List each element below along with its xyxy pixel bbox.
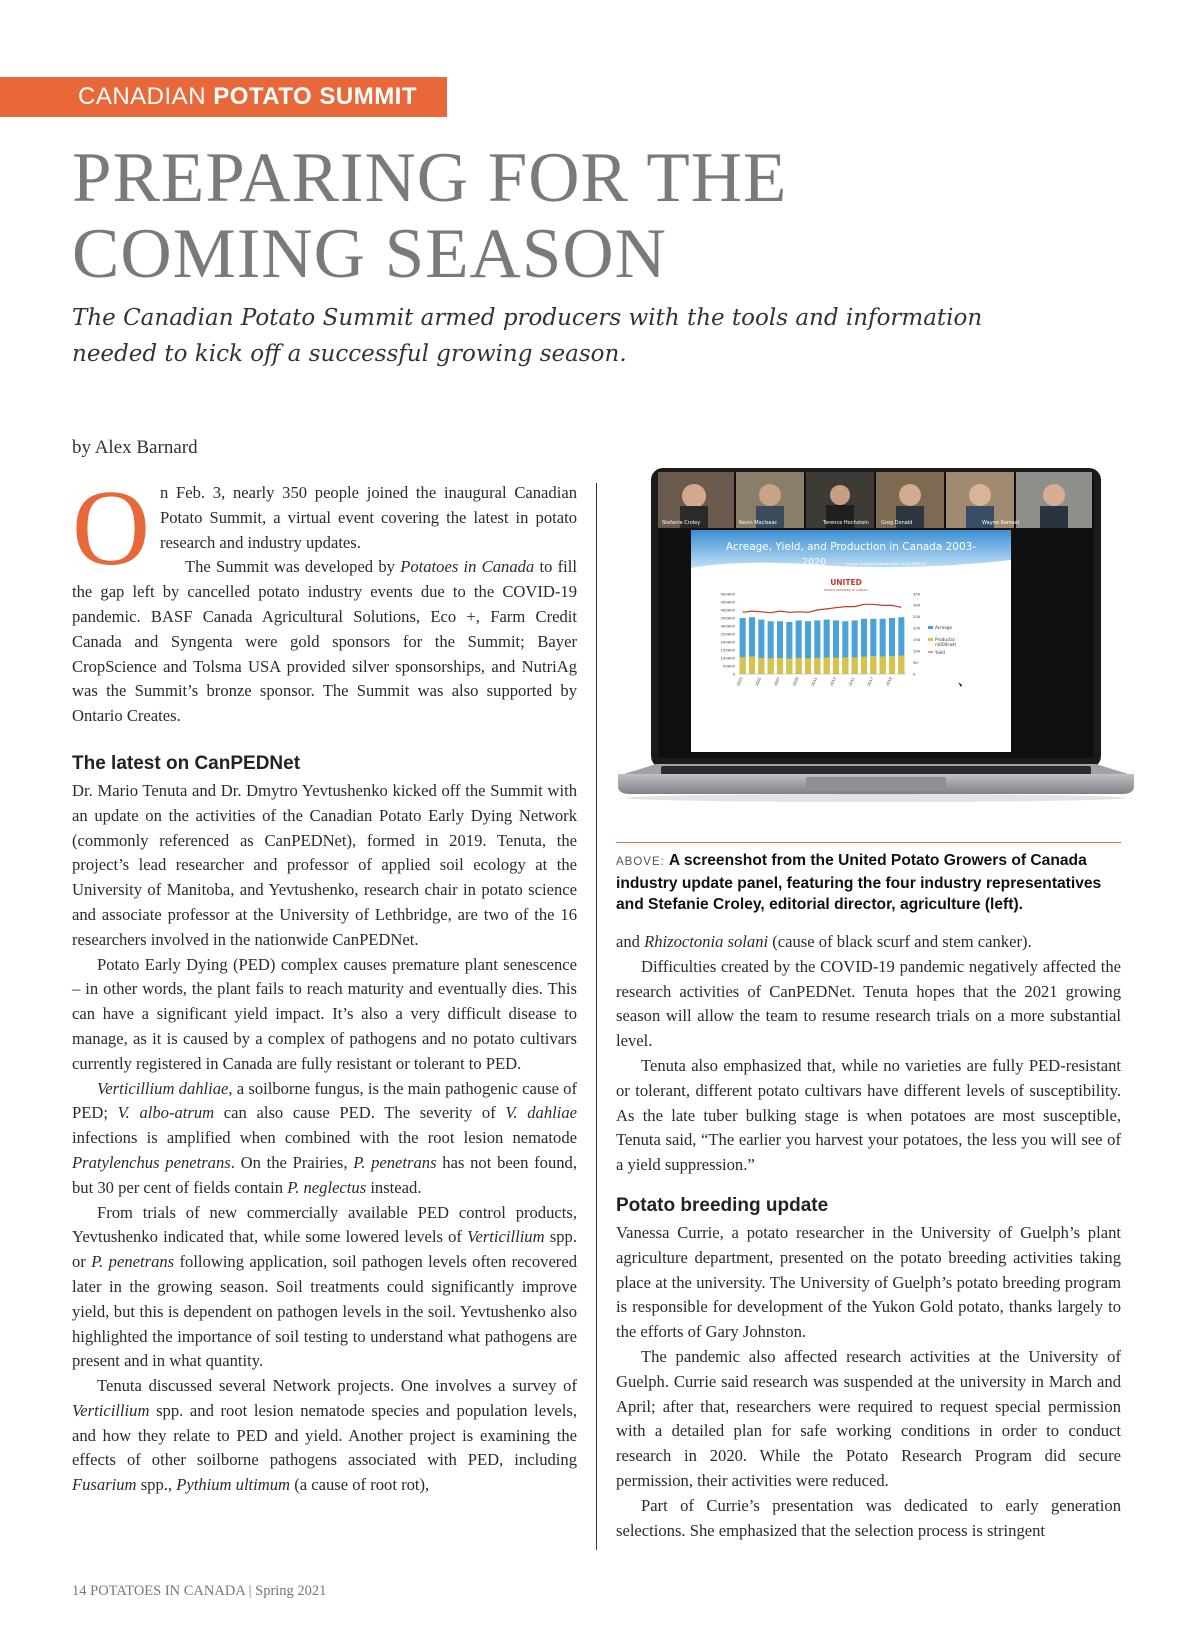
text: (cause of black scurf and stem canker). <box>768 932 1032 951</box>
subhead-canpednet: The latest on CanPEDNet <box>72 752 301 774</box>
y-tick-right: 350 <box>913 591 921 597</box>
paragraph: Difficulties created by the COVID-19 pandemic negatively affected the research activities of CanPEDNet. Tenuta hopes that the 2021 growing season will allow the team to resume research trials on a more substantial level. <box>616 956 1121 1051</box>
legend-acreage: Acreage <box>935 625 953 630</box>
text: , a soilborne fungus, is the main pathogenic cause of PED; <box>72 1078 577 1123</box>
section-label-light: CANADIAN <box>78 83 214 110</box>
x-tick-label: 2011 <box>810 676 819 687</box>
left-column <box>72 469 578 1498</box>
text: to fill the gap left by cancelled potato industry events due to the COVID-19 pandemic. BASF Canada Agricultural Solutions, Eco +, Farm Credit Canada and Syngenta were gold sponsors for the Summit; Bayer CropScience and Tolsma USA provided silver sponsorships, and NutriAg was the Summit’s bronze sponsor. The Summit was also supported by Ontario Creates. <box>72 557 577 726</box>
text: spp. and root lesion nematode species and population levels, and how they relate to PED and yield. Another project is examining the effects of other soilborne pathogens associated with PED, including <box>72 1400 577 1470</box>
species-name: Verticillium <box>467 1227 545 1247</box>
legend-swatch-production <box>928 638 933 641</box>
y-tick-right: 150 <box>913 637 921 643</box>
page-footer: 14 POTATOES IN CANADA | Spring 2021 <box>72 1583 327 1599</box>
y-tick-left: 100000 <box>720 655 735 661</box>
x-tick-label: 2003 <box>736 676 744 687</box>
legend-yield: Yield <box>935 650 945 655</box>
right-column <box>616 930 1121 1543</box>
participant-name: Wayne Ramsel <box>982 520 1019 526</box>
participant-name: Kevin MacIsaac <box>739 520 778 526</box>
headline-line-2: COMING SEASON <box>72 215 667 293</box>
headline <box>72 140 972 292</box>
bar-production <box>758 658 764 674</box>
headline-line-1: PREPARING FOR THE <box>72 139 788 217</box>
text: From trials of new commercially available PED control products, Yevtushenko indicated that, while some lowered levels of <box>72 1202 577 1247</box>
trackpad <box>806 777 946 791</box>
text: can also cause PED. The severity of <box>214 1103 506 1123</box>
y-tick-left: 500000 <box>720 591 735 597</box>
x-tick-label: 2009 <box>792 676 800 687</box>
x-tick-label: 2007 <box>773 676 781 687</box>
bar-production <box>889 656 895 674</box>
text: Tenuta discussed several Network projects. One involves a survey of <box>97 1376 577 1396</box>
species-name: P. penetrans <box>91 1252 175 1272</box>
participant-face <box>1043 484 1065 506</box>
bar-production <box>880 656 886 674</box>
y-tick-right: 200 <box>913 625 921 631</box>
species-name: V. albo-atrum <box>117 1103 215 1123</box>
y-tick-left: 250000 <box>720 631 735 637</box>
text: and <box>616 932 645 951</box>
bar-production <box>842 657 848 674</box>
dek: The Canadian Potato Summit armed producers with the tools and information needed to kick off a successful growing season. <box>72 305 983 367</box>
paragraph <box>72 1201 577 1375</box>
section-banner <box>0 77 447 117</box>
caption-rule <box>616 842 1121 843</box>
column-divider <box>596 483 597 1550</box>
caption-label: ABOVE: <box>616 856 665 868</box>
laptop-photo <box>606 468 1146 828</box>
legend-production-line-2: n(000cwt) <box>935 642 957 647</box>
text: The Summit was developed by <box>185 557 401 577</box>
participant-name: Terence Hochstein <box>823 520 869 526</box>
paragraph <box>72 1374 577 1498</box>
y-tick-left: 50000 <box>722 663 735 669</box>
x-tick-label: 2019 <box>885 676 893 687</box>
species-name: Pythium ultimum <box>176 1475 291 1495</box>
y-tick-right: 50 <box>913 659 918 665</box>
intro-text: n Feb. 3, nearly 350 people joined the inaugural Canadian Potato Summit, a virtual event covering the latest in potato research and industry updates. <box>160 483 577 552</box>
slide-title-line-2: 2020 <box>801 557 827 568</box>
species-name: P. penetrans <box>353 1152 437 1172</box>
paragraph: Tenuta also emphasized that, while no varieties are fully PED-resistant or tolerant, different potato cultivars have different levels of susceptibility. As the late tuber bulking stage is when potatoes are most susceptible, Tenuta said, “The earlier you harvest your potatoes, the less you will see of a yield suppression.” <box>616 1055 1121 1175</box>
bar-production <box>824 658 830 674</box>
paragraph: The pandemic also affected research activities at the University of Guelph. Currie said research was suspended at the university in March and April; after that, researchers were required to request special permission with a detailed plan for safe working conditions in order to conduct research in 2020. While the Potato Research Program did secure permission, their activities were reduced. <box>616 1346 1121 1490</box>
bar-production <box>749 656 755 674</box>
species-name: Fusarium <box>72 1475 137 1495</box>
participant-name: Stefanie Croley <box>662 520 701 526</box>
laptop-shadow <box>626 794 1126 802</box>
bar-production <box>861 657 867 674</box>
participant-body <box>1040 506 1068 528</box>
paragraph <box>72 1077 577 1201</box>
participant-face <box>899 484 921 506</box>
participant-face <box>759 484 781 506</box>
y-tick-left: 200000 <box>720 639 735 645</box>
x-tick-label: 2005 <box>754 676 763 687</box>
publication-name: Potatoes in Canada <box>400 557 535 577</box>
species-name: Pratylenchus penetrans <box>72 1152 231 1172</box>
bar-production <box>768 658 774 674</box>
bar-production <box>805 658 811 674</box>
united-logo: UNITED <box>830 578 862 587</box>
y-tick-left: 350000 <box>720 615 735 621</box>
paragraph: Vanessa Currie, a potato researcher in the University of Guelph’s plant agriculture department, presented on the potato breeding activities taking place at the university. The University of Guelph’s potato breeding program is responsible for development of the Yukon Gold potato, thanks largely to the efforts of Gary Johnston. <box>616 1222 1121 1342</box>
species-name: Verticillium <box>72 1400 150 1420</box>
keyboard-row <box>661 766 1091 775</box>
bar-production <box>870 656 876 674</box>
united-logo-sub: POTATO GROWERS OF CANADA <box>824 588 868 592</box>
x-tick-label: 2013 <box>829 676 837 687</box>
y-tick-right: 250 <box>913 614 921 620</box>
text: infections is amplified when combined with the root lesion nematode <box>72 1128 577 1148</box>
subhead-breeding: Potato breeding update <box>616 1194 829 1216</box>
paragraph: Dr. Mario Tenuta and Dr. Dmytro Yevtushenko kicked off the Summit with an update on the activities of the Canadian Potato Early Dying Network (commonly referenced as CanPEDNet), formed in 2019. Tenuta, the project’s lead researcher and professor of applied soil ecology at the University of Manitoba, and Yevtushenko, research chair in potato science and associate professor at the University of Lethbridge, are two of the 16 researchers involved in the nationwide CanPEDNet. <box>72 780 577 949</box>
y-tick-right: 100 <box>913 648 921 654</box>
section-label-bold: POTATO SUMMIT <box>213 83 418 110</box>
y-tick-left: 150000 <box>720 647 735 653</box>
bar-production <box>786 658 792 674</box>
legend-production-line-1: Productio <box>935 637 955 642</box>
laptop-illustration <box>606 468 1146 828</box>
y-tick-left: 450000 <box>720 599 735 605</box>
caption-text: A screenshot from the United Potato Growers of Canada industry update panel, featuring the four industry representatives and Stefanie Croley, editorial director, agriculture (left). <box>616 852 1102 913</box>
y-tick-left: 400000 <box>720 607 735 613</box>
species-name: V. dahliae <box>505 1103 578 1123</box>
participant-face <box>830 485 850 505</box>
slide-source: Source: Statistics Canada Table 32-10-0358-01 <box>846 562 926 566</box>
text: spp., <box>136 1475 177 1495</box>
bar-production <box>814 658 820 674</box>
text: following application, soil pathogen levels often recovered later in the growing season. Soil treatments could significantly improve yield, but this is dependent on pathogen levels in the soil. Yevtushenko also highlighted the importance of soil testing to understand what pathogens are present and in what quantity. <box>72 1252 577 1371</box>
participant-face <box>682 484 706 508</box>
legend-swatch-acreage <box>928 626 933 629</box>
species-name: P. neglectus <box>287 1177 367 1197</box>
text: has not been found, but 30 per cent of fields contain <box>72 1152 577 1197</box>
x-tick-label: 2017 <box>866 676 875 687</box>
paragraph: Part of Currie’s presentation was dedicated to early generation selections. She emphasized that the selection process is stringent <box>616 1495 1121 1540</box>
y-tick-right: 300 <box>913 602 921 608</box>
participant-face <box>969 484 991 506</box>
species-name: Rhizoctonia solani <box>644 932 769 951</box>
paragraph: Potato Early Dying (PED) complex causes premature plant senescence – in other words, the plant fails to reach maturity and eventually dies. This can have a significant yield impact. It’s also a very difficult disease to manage, as it is caused by a complex of pathogens and no potato cultivars currently registered in Canada are fully resistant or tolerant to PED. <box>72 954 577 1073</box>
y-tick-right: 0 <box>913 671 916 677</box>
text: . On the Prairies, <box>230 1152 354 1172</box>
participant-name: Greg Donald <box>881 520 913 526</box>
bar-production <box>833 658 839 674</box>
paragraph <box>72 555 577 729</box>
text: spp. or <box>72 1227 577 1272</box>
photo-caption <box>616 850 1126 915</box>
species-name: Verticillium dahliae <box>97 1078 229 1098</box>
text: (a cause of root rot), <box>290 1475 430 1495</box>
byline: by Alex Barnard <box>72 437 198 458</box>
bar-production <box>898 656 904 674</box>
paragraph <box>616 930 1121 955</box>
bar-production <box>852 657 858 674</box>
x-tick-label: 2015 <box>848 676 856 687</box>
slide-title-line-1: Acreage, Yield, and Production in Canada 2003- <box>725 541 977 553</box>
y-tick-left: 0 <box>732 671 735 677</box>
text: instead. <box>366 1177 422 1197</box>
bar-production <box>777 658 783 674</box>
bar-production <box>740 657 746 674</box>
y-tick-left: 300000 <box>720 623 735 629</box>
dropcap: O <box>72 469 150 588</box>
bar-production <box>796 658 802 674</box>
